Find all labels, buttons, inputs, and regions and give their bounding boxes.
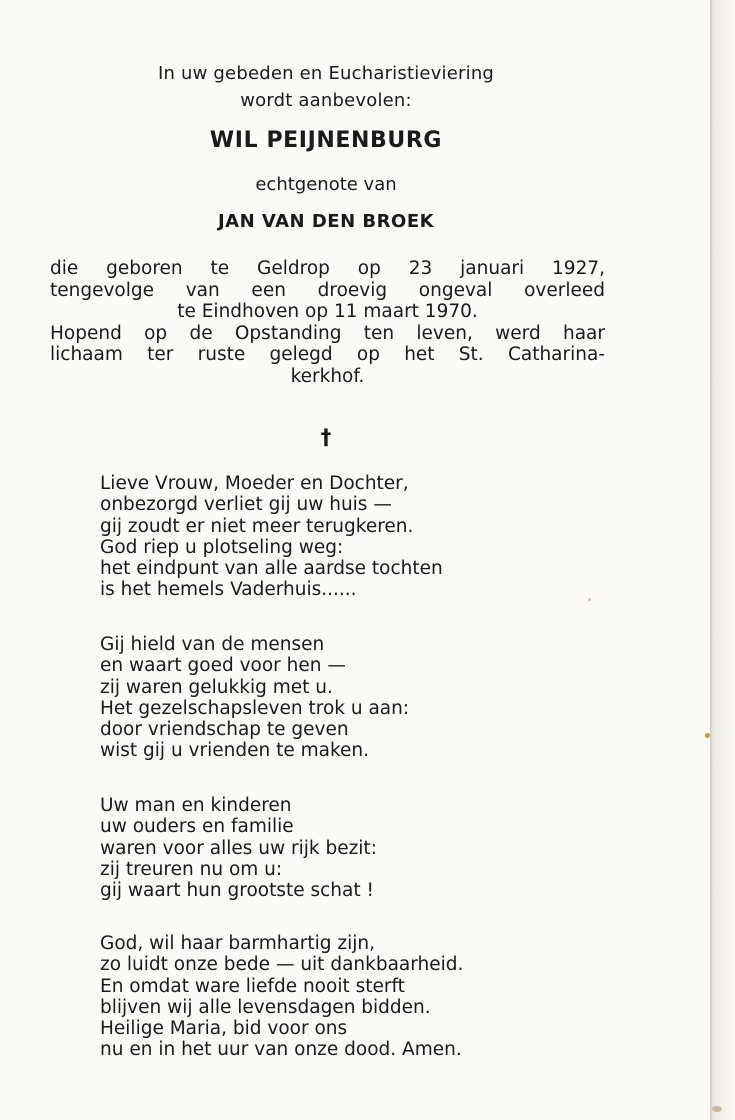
poem-line: is het hemels Vaderhuis...... — [100, 579, 357, 601]
paper-speck — [712, 1106, 722, 1112]
poem-line: nu en in het uur van onze dood. Amen. — [100, 1039, 462, 1061]
poem-line: zij treuren nu om u: — [100, 858, 283, 880]
poem-line: Gij hield van de mensen — [100, 634, 325, 655]
paper-speck — [705, 733, 710, 738]
spouse-name: JAN VAN DEN BROEK — [217, 211, 435, 232]
poem-line: Uw man en kinderen — [100, 795, 292, 816]
poem-line: gij waart hun grootste schat ! — [100, 880, 374, 902]
poem-line: God, wil haar barmhartig zijn, — [100, 933, 375, 954]
biography-line: tengevolge van een droevig ongeval overleed — [50, 279, 605, 301]
poem-line: Heilige Maria, bid voor ons — [100, 1018, 348, 1040]
poem-line: gij zoudt er niet meer terugkeren. — [100, 515, 414, 537]
poem-line: wist gij u vrienden te maken. — [100, 740, 369, 762]
paper-speck — [588, 598, 591, 601]
poem-line: En omdat ware liefde nooit sterft — [100, 975, 405, 997]
poem-line: en waart goed voor hen — — [100, 655, 346, 677]
card-edge — [710, 0, 735, 1120]
poem-line: zij waren gelukkig met u. — [100, 676, 333, 698]
poem-line: onbezorgd verliet gij uw huis — — [100, 494, 392, 516]
poem-line: zo luidt onze bede — uit dankbaarheid. — [100, 954, 464, 976]
biography — [50, 258, 605, 387]
biography-line: Hopend op de Opstanding ten leven, werd haar — [50, 322, 605, 344]
cross-icon: † — [320, 425, 332, 449]
intro-text — [0, 60, 652, 114]
poem-stanza — [100, 933, 463, 1061]
poem-stanza — [100, 634, 409, 762]
poem-line: God riep u plotseling weg: — [100, 536, 344, 558]
poem-line: door vriendschap te geven — [100, 719, 349, 741]
poem-stanza — [100, 795, 377, 901]
intro-line: wordt aanbevolen: — [240, 90, 412, 111]
biography-line: te Eindhoven op 11 maart 1970. — [177, 301, 478, 322]
poem-line: Lieve Vrouw, Moeder en Dochter, — [100, 473, 409, 494]
spouse-label: echtgenote van — [255, 174, 397, 195]
poem-line: Het gezelschapsleven trok u aan: — [100, 697, 410, 719]
poem-stanza — [100, 473, 443, 601]
poem-line: blijven wij alle levensdagen bidden. — [100, 996, 431, 1018]
poem-line: uw ouders en familie — [100, 816, 294, 838]
biography-line: die geboren te Geldrop op 23 januari 1927, — [50, 258, 605, 279]
deceased-name: WIL PEIJNENBURG — [209, 128, 443, 153]
poem-line: het eindpunt van alle aardse tochten — [100, 558, 443, 580]
biography-line: kerkhof. — [290, 365, 365, 387]
intro-line: In uw gebeden en Eucharistieviering — [157, 63, 495, 84]
poem-line: waren voor alles uw rijk bezit: — [100, 837, 377, 859]
biography-line: lichaam ter ruste gelegd op het St. Catharina- — [50, 344, 605, 365]
